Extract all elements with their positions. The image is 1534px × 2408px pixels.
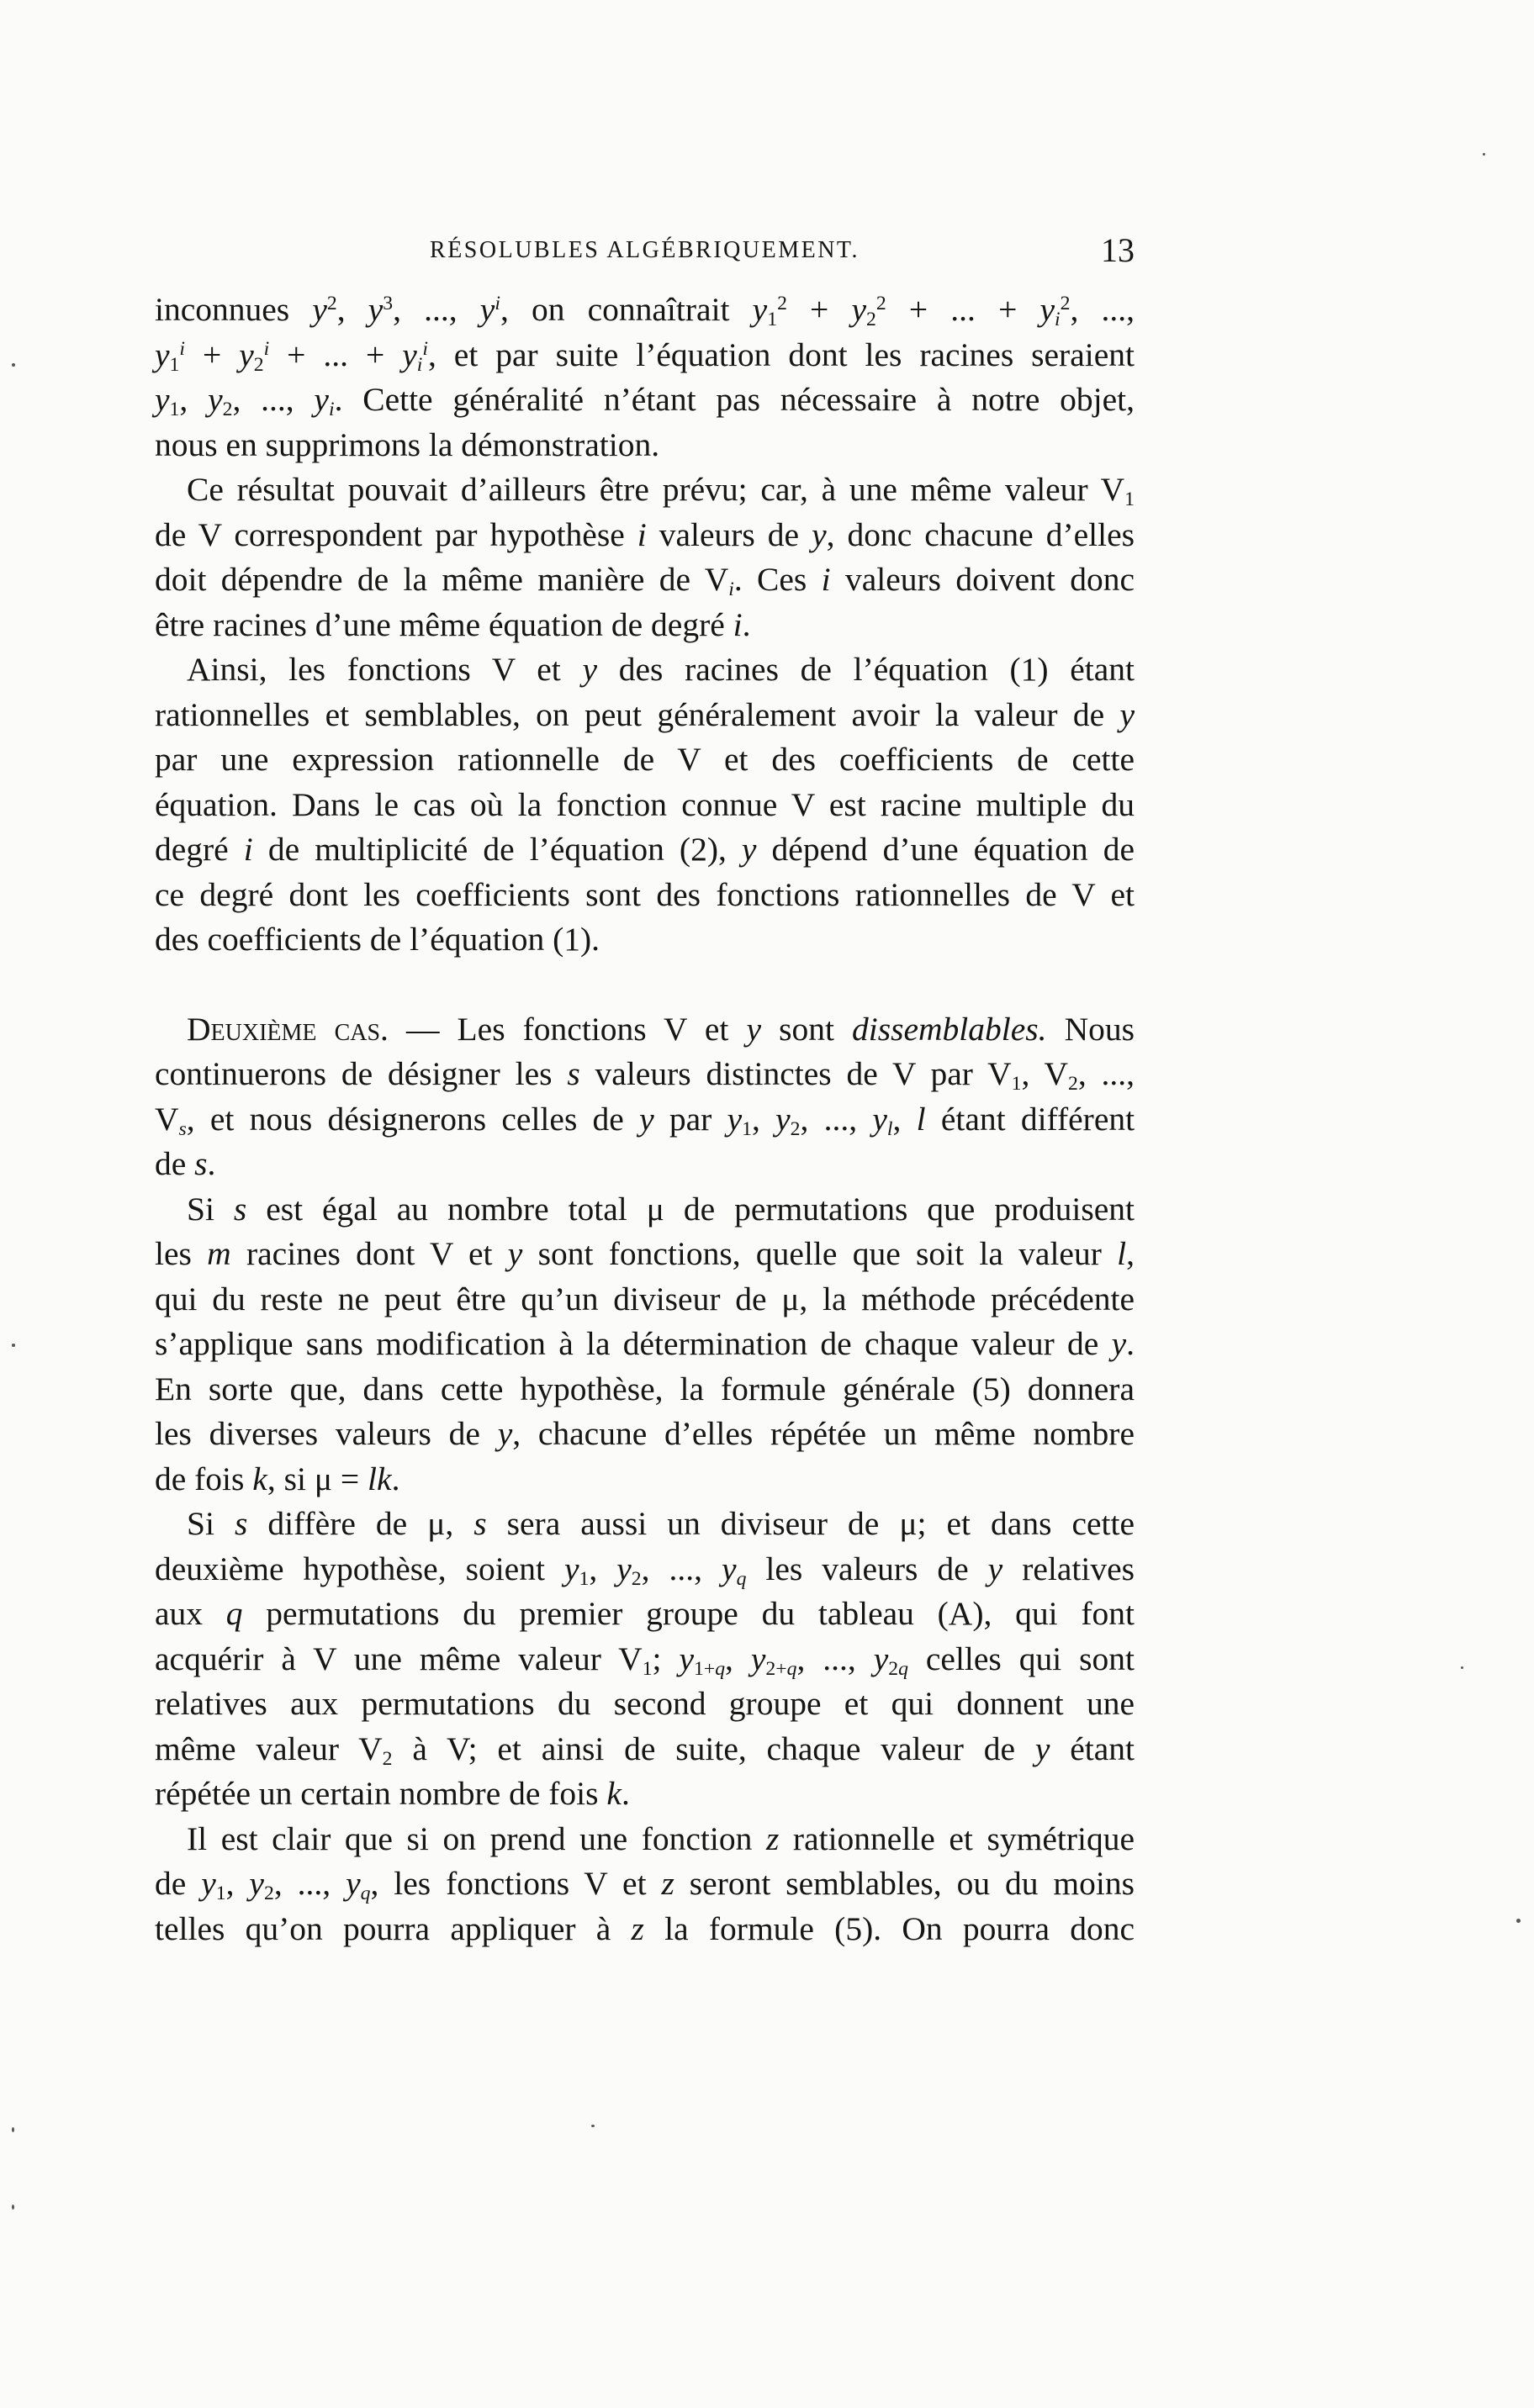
page-header (155, 231, 1135, 279)
text-line: inconnues $y^2$, $y^3$, ..., $y^i$, on connaîtrait $y_1^2 + y_2^2$ + ... + $y_i^2$, ..., (155, 291, 1135, 330)
scan-speck (12, 363, 15, 367)
text-line: Il est clair que si on prend une fonction z rationnelle et symétrique (187, 1819, 1135, 1857)
text-line: aux q permutations du premier groupe du tableau (A), qui font (155, 1595, 1135, 1632)
text-line: $y_1^i + y_2^i$ + ... + $y_i^i$, et par suite l’équation dont les racines seraient (155, 335, 1135, 376)
text-line: de fois k, si μ = lk. (155, 1460, 400, 1497)
text-line: par une expression rationnelle de V et des coefficients de cette (155, 741, 1135, 778)
text-line: de $y_1$, $y_2$, ..., $y_q$, les fonctions V et z seront semblables, ou du moins (155, 1865, 1135, 1904)
scan-speck (1516, 1919, 1521, 1923)
text-line: $V_s$, et nous désignerons celles de y par $y_1$, $y_2$, ..., $y_l$, l étant différent (155, 1100, 1135, 1140)
text-line: relatives aux permutations du second groupe et qui donnent une (155, 1685, 1135, 1722)
text-line: deuxième hypothèse, soient $y_1$, $y_2$, ..., $y_q$ les valeurs de y relatives (155, 1550, 1135, 1590)
running-title: RÉSOLUBLES ALGÉBRIQUEMENT. (430, 237, 860, 263)
text-line: les m racines dont V et y sont fonctions, quelle que soit la valeur l, (155, 1235, 1135, 1272)
scan-speck (1483, 153, 1485, 156)
text-line: s’applique sans modification à la détermination de chaque valeur de y. (155, 1325, 1135, 1362)
text-line: être racines d’une même équation de degré i. (155, 605, 751, 643)
body-text (155, 288, 1135, 1951)
text-line: Si s est égal au nombre total μ de permutations que produisent (187, 1190, 1135, 1228)
text-line: de V correspondent par hypothèse i valeurs de y, donc chacune d’elles (155, 515, 1135, 553)
text-line: répétée un certain nombre de fois k. (155, 1775, 630, 1812)
page-number: 13 (1101, 231, 1135, 269)
scan-speck (12, 2127, 14, 2132)
text-line: ce degré dont les coefficients sont des fonctions rationnelles de V et (155, 875, 1135, 913)
text-line: de s. (155, 1145, 216, 1182)
scan-speck (12, 1344, 15, 1347)
text-line: doit dépendre de la même manière de $V_i$. Ces i valeurs doivent donc (155, 561, 1135, 600)
scan-speck (591, 2125, 595, 2127)
text-line: des coefficients de l’équation (1). (155, 921, 600, 958)
text-line: équation. Dans le cas où la fonction connue V est racine multiple du (155, 785, 1135, 823)
text-line: telles qu’on pourra appliquer à z la formule (5). On pourra donc (155, 1909, 1135, 1947)
section-label: Deuxième cas. (187, 1010, 389, 1048)
text-line: les diverses valeurs de y, chacune d’elles répétée un même nombre (155, 1415, 1135, 1452)
text-line: Si s diffère de μ, s sera aussi un diviseur de μ; et dans cette (187, 1505, 1135, 1542)
text-line: Ainsi, les fonctions V et y des racines de l’équation (1) étant (187, 651, 1135, 688)
text-line: En sorte que, dans cette hypothèse, la formule générale (5) donnera (155, 1370, 1135, 1407)
text-line: $y_1$, $y_2$, ..., $y_i$. Cette généralité n’étant pas nécessaire à notre objet, (155, 381, 1135, 420)
text-line: degré i de multiplicité de l’équation (2), y dépend d’une équation de (155, 831, 1135, 868)
scan-speck (12, 2205, 14, 2210)
scan-speck (1461, 1666, 1463, 1669)
text-line: acquérir à V une même valeur $V_1$; $y_{1+q}$, $y_{2+q}$, ..., $y_{2q}$ celles qui sont (155, 1640, 1135, 1680)
text-line: rationnelles et semblables, on peut généralement avoir la valeur de y (155, 695, 1135, 733)
text-line: continuerons de désigner les s valeurs distinctes de V par $V_1$, $V_2$, ..., (155, 1055, 1135, 1095)
text-line: Deuxième cas. — Les fonctions V et y sont dissemblables. Nous (187, 1010, 1135, 1048)
text-line: qui du reste ne peut être qu’un diviseur de μ, la méthode précédente (155, 1280, 1135, 1318)
text-line: même valeur $V_2$ à V; et ainsi de suite, chaque valeur de y étant (155, 1729, 1135, 1770)
text-line: nous en supprimons la démonstration. (155, 425, 660, 463)
text-line: Ce résultat pouvait d’ailleurs être prévu; car, à une même valeur $V_1$ (187, 471, 1135, 510)
